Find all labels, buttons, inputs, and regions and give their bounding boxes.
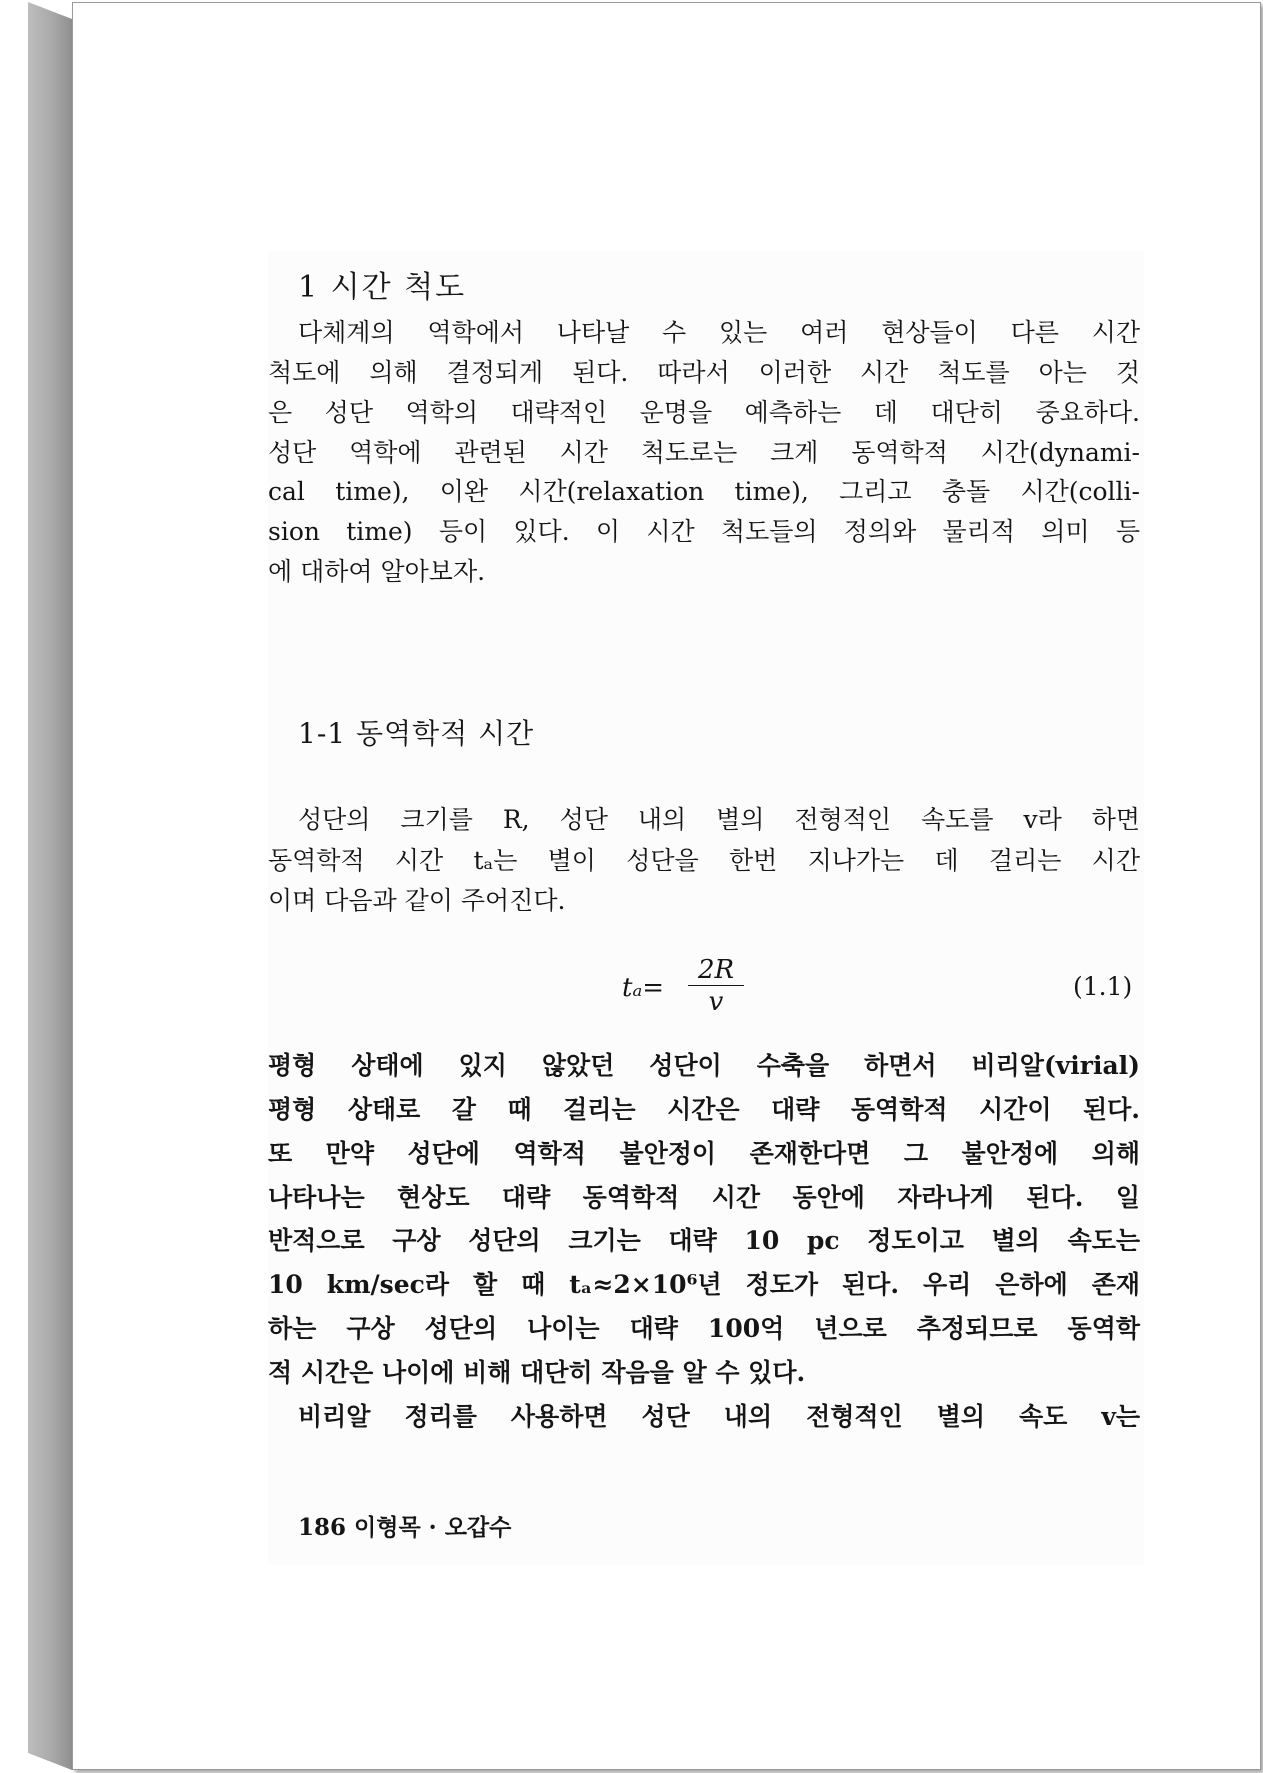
paragraph-line: 에 대하여 알아보자. xyxy=(268,557,486,586)
paragraph-line: 다체계의 역학에서 나타날 수 있는 여러 현상들이 다른 시간 xyxy=(298,318,1140,347)
paragraph-line: 성단 역학에 관련된 시간 척도로는 크게 동역학적 시간(dynami- xyxy=(268,438,1140,467)
paragraph-line: 반적으로 구상 성단의 크기는 대략 10 pc 정도이고 별의 속도는 xyxy=(268,1226,1140,1255)
paragraph-line: 은 성단 역학의 대략적인 운명을 예측하는 데 대단히 중요하다. xyxy=(268,398,1140,427)
paragraph-line: 적 시간은 나이에 비해 대단히 작음을 알 수 있다. xyxy=(268,1358,806,1387)
paragraph-line: sion time) 등이 있다. 이 시간 척도들의 정의와 물리적 의미 등 xyxy=(268,517,1140,546)
paragraph-line: 동역학적 시간 tₐ는 별이 성단을 한번 지나가는 데 걸리는 시간 xyxy=(268,846,1140,875)
paragraph-line: cal time), 이완 시간(relaxation time), 그리고 충돌 시간(colli- xyxy=(268,477,1140,506)
equation-denominator: v xyxy=(708,987,724,1017)
equation-lhs: tₐ= xyxy=(622,973,664,1003)
paragraph-line: 나타나는 현상도 대략 동역학적 시간 동안에 자라나게 된다. 일 xyxy=(268,1183,1140,1212)
equation-numerator: 2R xyxy=(688,955,744,986)
paragraph-line: 이며 다음과 같이 주어진다. xyxy=(268,886,566,915)
paragraph-line: 10 km/sec라 할 때 tₐ≈2×10⁶년 정도가 된다. 우리 은하에 존재 xyxy=(268,1270,1140,1299)
page-footer: 186 이형목 · 오갑수 xyxy=(298,1514,512,1541)
book-spine-edge xyxy=(28,2,72,1770)
section-heading: 1 시간 척도 xyxy=(298,270,467,305)
subsection-heading: 1-1 동역학적 시간 xyxy=(298,717,535,750)
paragraph-line: 척도에 의해 결정되게 된다. 따라서 이러한 시간 척도를 아는 것 xyxy=(268,358,1140,387)
paragraph-line: 평형 상태로 갈 때 걸리는 시간은 대략 동역학적 시간이 된다. xyxy=(268,1095,1140,1124)
equation-number: (1.1) xyxy=(1073,972,1133,1001)
paragraph-line: 비리알 정리를 사용하면 성단 내의 전형적인 별의 속도 v는 xyxy=(298,1402,1140,1431)
paragraph-line: 하는 구상 성단의 나이는 대략 100억 년으로 추정되므로 동역학 xyxy=(268,1314,1140,1343)
paragraph-line: 평형 상태에 있지 않았던 성단이 수축을 하면서 비리알(virial) xyxy=(268,1051,1140,1080)
paragraph-line: 성단의 크기를 R, 성단 내의 별의 전형적인 속도를 v라 하면 xyxy=(298,805,1140,834)
paragraph-line: 또 만약 성단에 역학적 불안정이 존재한다면 그 불안정에 의해 xyxy=(268,1139,1140,1168)
equation-fraction xyxy=(688,955,744,1018)
